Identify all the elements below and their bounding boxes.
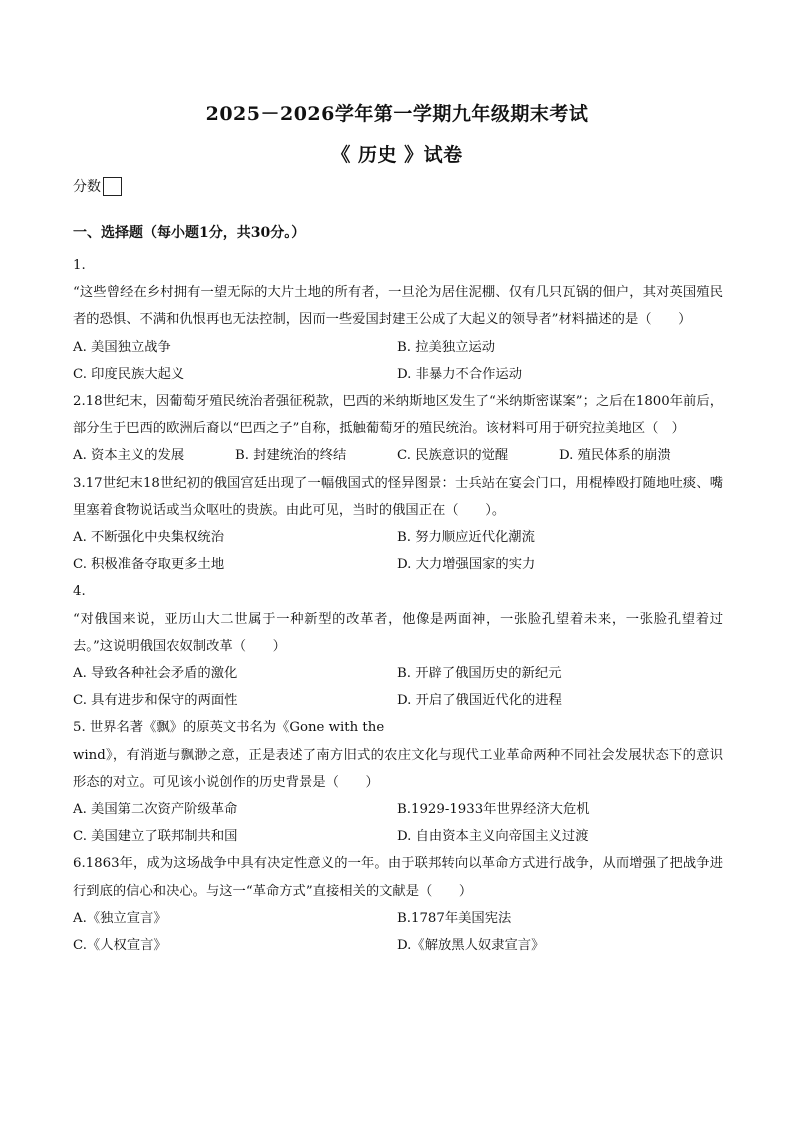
question-5 bbox=[73, 714, 723, 850]
question-number: 1. bbox=[73, 258, 86, 273]
option-d: D.《解放黑人奴隶宣言》 bbox=[397, 938, 545, 954]
option-a: A.《独立宣言》 bbox=[73, 910, 167, 926]
question-list bbox=[73, 252, 723, 959]
question-stem: 2.18世纪末，因葡萄牙殖民统治者强征税款，巴西的米纳斯地区发生了“米纳斯密谋案”；之后在1800年前后，部分生于巴西的欧洲后裔以“巴西之子”自称，抵触葡萄牙的殖民统治。该材料可用于研究拉美地区（ ） bbox=[73, 394, 723, 437]
section-heading: 一、选择题（每小题1分，共30分。） bbox=[73, 225, 306, 241]
question-stem: 3.17世纪末18世纪初的俄国宫廷出现了一幅俄国式的怪异图景：士兵站在宴会门口，用棍棒殴打随地吐痰、嘴里塞着食物说话或当众呕吐的贵族。由此可见，当时的俄国正在（ ）。 bbox=[73, 475, 723, 518]
option-c: C. 民族意识的觉醒 bbox=[397, 448, 509, 464]
question-4 bbox=[73, 578, 723, 714]
option-b: B. 拉美独立运动 bbox=[397, 339, 496, 355]
option-d: D. 大力增强国家的实力 bbox=[397, 557, 536, 573]
option-c: C. 美国建立了联邦制共和国 bbox=[73, 829, 238, 845]
option-a: A. 不断强化中央集权统治 bbox=[73, 530, 225, 546]
score-field bbox=[73, 176, 122, 196]
option-d: D. 开启了俄国近代化的进程 bbox=[397, 693, 562, 709]
option-c: C. 积极准备夺取更多土地 bbox=[73, 557, 225, 573]
question-stem: “对俄国来说，亚历山大二世属于一种新型的改革者，他像是两面神，一张脸孔望着未来，一张脸孔望着过去。”这说明俄国农奴制改革（ ） bbox=[73, 611, 723, 654]
option-d: D. 殖民体系的崩溃 bbox=[559, 448, 671, 464]
question-stem-line1: 5. 世界名著《飘》的原英文书名为《Gone with the bbox=[73, 720, 385, 736]
question-stem: 6.1863年，成为这场战争中具有决定性意义的一年。由于联邦转向以革命方式进行战争，从而增强了把战争进行到底的信心和决心。与这一“革命方式”直接相关的文献是（ ） bbox=[73, 856, 723, 899]
score-label: 分数 bbox=[73, 179, 101, 195]
option-a: A. 资本主义的发展 bbox=[73, 448, 185, 464]
option-d: D. 非暴力不合作运动 bbox=[397, 366, 523, 382]
exam-title: 2025－2026学年第一学期九年级期末考试 bbox=[205, 103, 589, 125]
option-c: C. 印度民族大起义 bbox=[73, 366, 185, 382]
option-a: A. 美国第二次资产阶级革命 bbox=[73, 802, 238, 818]
question-3 bbox=[73, 470, 723, 579]
option-a: A. 导致各种社会矛盾的激化 bbox=[73, 666, 238, 682]
option-b: B. 封建统治的终结 bbox=[235, 448, 347, 464]
option-b: B. 开辟了俄国历史的新纪元 bbox=[397, 666, 562, 682]
exam-subtitle: 《 历史 》试卷 bbox=[331, 144, 463, 166]
question-stem: “这些曾经在乡村拥有一望无际的大片土地的所有者，一旦沦为居住泥棚、仅有几只瓦锅的佃户，其对英国殖民者的恐惧、不满和仇恨再也无法控制，因而一些爱国封建王公成了大起义的领导者”材料描述的是（ ） bbox=[73, 285, 723, 328]
option-c: C. 具有进步和保守的两面性 bbox=[73, 693, 238, 709]
option-b: B. 努力顺应近代化潮流 bbox=[397, 530, 535, 546]
option-b: B.1929-1933年世界经济大危机 bbox=[397, 802, 590, 818]
score-box[interactable] bbox=[103, 177, 122, 196]
question-number: 4. bbox=[73, 584, 86, 600]
option-b: B.1787年美国宪法 bbox=[397, 910, 512, 926]
question-6 bbox=[73, 850, 723, 959]
option-c: C.《人权宣言》 bbox=[73, 938, 167, 954]
question-2 bbox=[73, 388, 723, 470]
option-a: A. 美国独立战争 bbox=[73, 339, 171, 355]
question-stem: wind》，有消逝与飘渺之意，正是表述了南方旧式的农庄文化与现代工业革命两种不同社会发展状态下的意识形态的对立。可见该小说创作的历史背景是（ ） bbox=[73, 747, 723, 790]
question-1 bbox=[73, 252, 723, 388]
option-d: D. 自由资本主义向帝国主义过渡 bbox=[397, 829, 589, 845]
